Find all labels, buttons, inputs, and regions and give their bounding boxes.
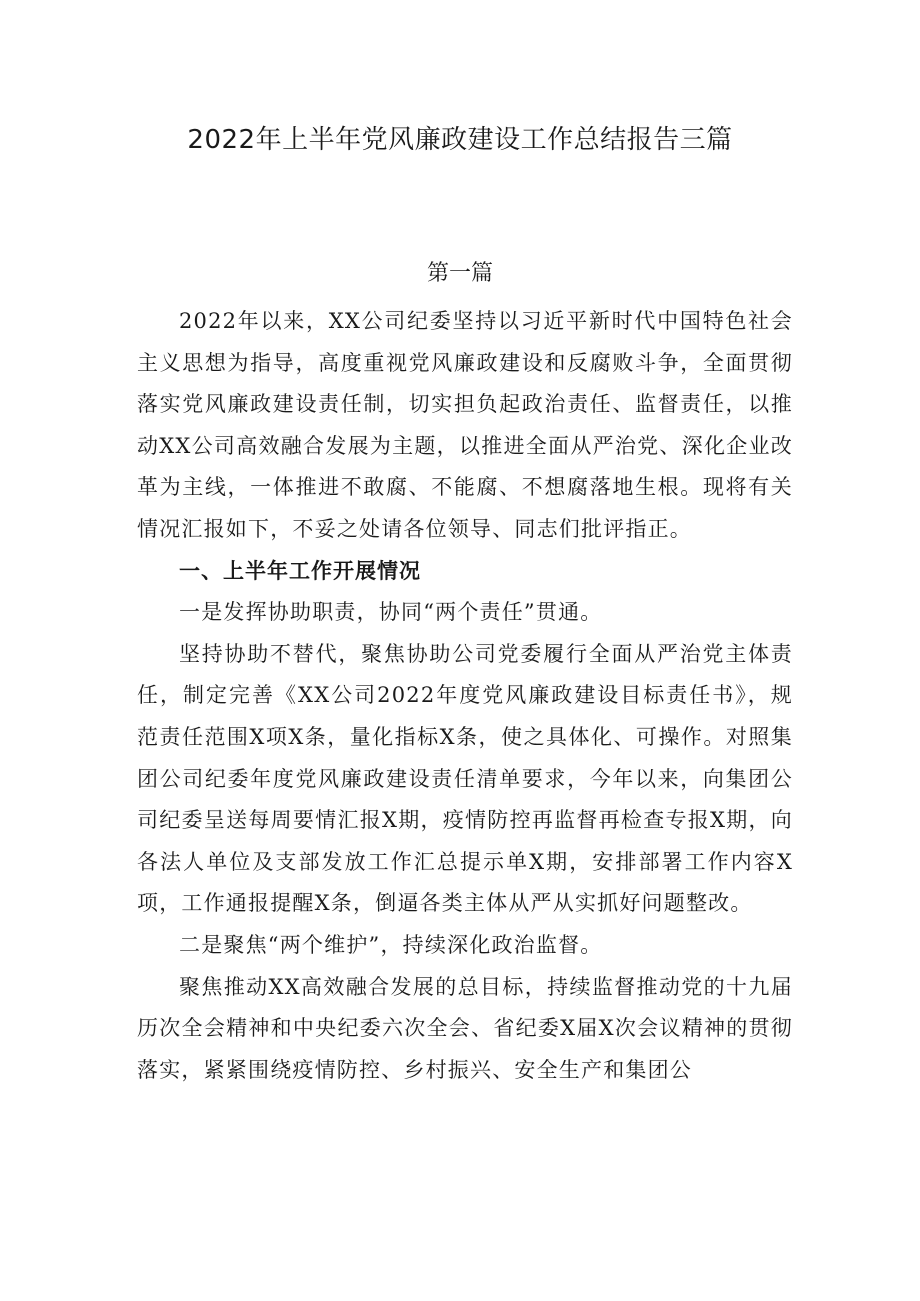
point-paragraph-1: 坚持协助不替代，聚焦协助公司党委履行全面从严治党主体责任，制定完善《XX公司2022年度党风廉政建设目标责任书》，规范责任范围X项X条，量化指标X条，使之具体化、可操作。对照集团公司纪委年度党风廉政建设责任清单要求，今年以来，向集团公司纪委呈送每周要情汇报X期，疫情防控再监督再检查专报X期，向各法人单位及支部发放工作汇总提示单X期，安排部署工作内容X项，工作通报提醒X条，倒逼各类主体从严从实抓好问题整改。 — [137, 641, 793, 916]
point-heading-1: 一是发挥协助职责，协同“两个责任”贯通。 — [179, 600, 603, 625]
section-heading: 一、上半年工作开展情况 — [179, 558, 421, 583]
point-paragraph-2: 聚焦推动XX高效融合发展的总目标，持续监督推动党的十九届历次全会精神和中央纪委六次全会、省纪委X届X次会议精神的贯彻落实，紧紧围绕疫情防控、乡村振兴、安全生产和集团公 — [137, 974, 793, 1082]
document-body — [137, 301, 793, 1091]
document-title: 2022年上半年党风廉政建设工作总结报告三篇 — [187, 125, 733, 155]
point-heading-2: 二是聚焦“两个维护”，持续深化政治监督。 — [179, 932, 603, 957]
intro-paragraph: 2022年以来，XX公司纪委坚持以习近平新时代中国特色社会主义思想为指导，高度重视党风廉政建设和反腐败斗争，全面贯彻落实党风廉政建设责任制，切实担负起政治责任、监督责任，以推动XX公司高效融合发展为主题，以推进全面从严治党、深化企业改革为主线，一体推进不敢腐、不能腐、不想腐落地生根。现将有关情况汇报如下，不妥之处请各位领导、同志们批评指正。 — [137, 309, 793, 541]
section-title: 第一篇 — [426, 261, 493, 286]
